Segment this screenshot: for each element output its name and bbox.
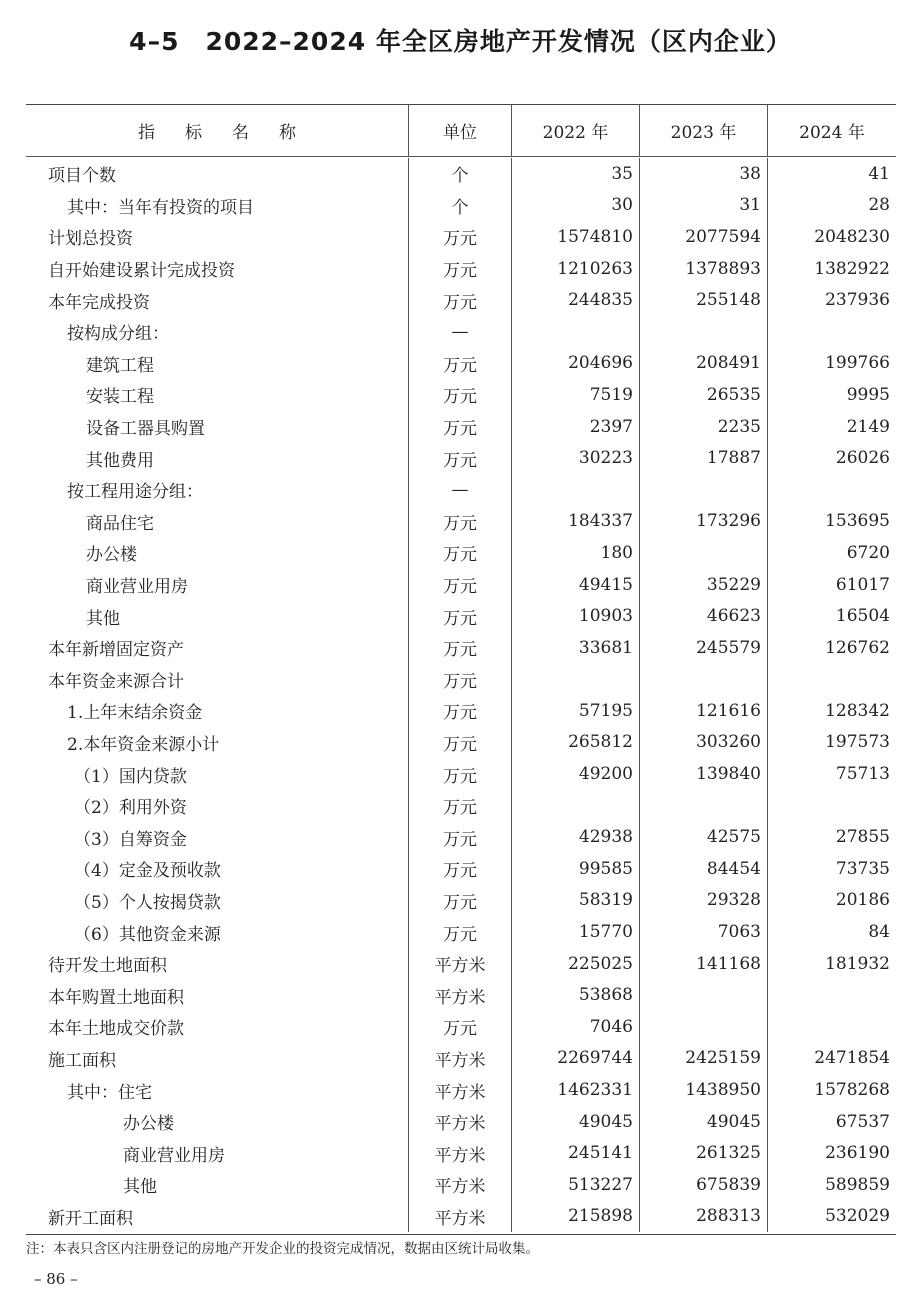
row-unit: 万元 [408, 664, 511, 696]
row-value-2024 [767, 790, 896, 822]
header-year-2023: 2023 年 [639, 105, 767, 156]
row-unit: 平方米 [408, 979, 511, 1011]
row-value-2022: 7046 [511, 1011, 639, 1043]
row-value-2022: 1462331 [511, 1074, 639, 1106]
row-value-2023: 46623 [639, 600, 767, 632]
row-value-2024: 2149 [767, 411, 896, 443]
row-unit: 万元 [408, 821, 511, 853]
table-row [26, 632, 896, 664]
row-value-2023: 26535 [639, 379, 767, 411]
row-indicator-name: 按构成分组： [67, 324, 169, 345]
row-indicator-name: 商业营业用房 [86, 577, 188, 598]
table-row [26, 442, 896, 474]
row-value-2024: 128342 [767, 695, 896, 727]
header-year-2024: 2024 年 [767, 105, 896, 156]
row-value-2022: 10903 [511, 600, 639, 632]
row-value-2023: 1438950 [639, 1074, 767, 1106]
row-indicator-name: （2）利用外资 [74, 798, 187, 819]
row-value-2022: 180 [511, 537, 639, 569]
row-indicator-name: 安装工程 [86, 387, 154, 408]
table-row [26, 221, 896, 253]
row-value-2022: 7519 [511, 379, 639, 411]
table-header [26, 105, 896, 157]
row-unit: 平方米 [408, 1074, 511, 1106]
row-value-2022: 58319 [511, 885, 639, 917]
row-value-2022: 244835 [511, 284, 639, 316]
row-value-2023 [639, 979, 767, 1011]
row-value-2024: 27855 [767, 821, 896, 853]
table-row [26, 253, 896, 285]
page-number: – 86 – [34, 1270, 78, 1288]
row-unit: 万元 [408, 442, 511, 474]
row-value-2022: 53868 [511, 979, 639, 1011]
row-value-2023 [639, 1011, 767, 1043]
row-value-2023: 42575 [639, 821, 767, 853]
row-value-2023: 35229 [639, 569, 767, 601]
row-unit: 平方米 [408, 1043, 511, 1075]
row-value-2024: 9995 [767, 379, 896, 411]
row-value-2023: 1378893 [639, 253, 767, 285]
row-value-2023: 139840 [639, 758, 767, 790]
row-unit: 万元 [408, 695, 511, 727]
row-indicator-name: （1）国内贷款 [74, 766, 187, 787]
row-indicator-name: 本年土地成交价款 [48, 1019, 184, 1040]
table-row [26, 853, 896, 885]
row-unit: 万元 [408, 727, 511, 759]
table-row [26, 1011, 896, 1043]
row-unit: 万元 [408, 411, 511, 443]
row-unit: 万元 [408, 600, 511, 632]
table-row [26, 506, 896, 538]
row-value-2023 [639, 664, 767, 696]
row-unit: 万元 [408, 284, 511, 316]
row-value-2024: 20186 [767, 885, 896, 917]
row-value-2023 [639, 790, 767, 822]
row-indicator-name: 本年新增固定资产 [48, 640, 184, 661]
table-row [26, 411, 896, 443]
page-title: 4–5 2022–2024 年全区房地产开发情况（区内企业） [129, 27, 792, 56]
row-value-2024: 1382922 [767, 253, 896, 285]
table-row [26, 790, 896, 822]
row-value-2022: 33681 [511, 632, 639, 664]
row-value-2023: 49045 [639, 1106, 767, 1138]
row-value-2022 [511, 474, 639, 506]
row-indicator-name: 项目个数 [48, 166, 116, 187]
row-unit: 万元 [408, 379, 511, 411]
row-unit: 万元 [408, 348, 511, 380]
table-row [26, 600, 896, 632]
row-indicator-name: 本年资金来源合计 [48, 671, 184, 692]
table-row [26, 190, 896, 222]
row-value-2022 [511, 790, 639, 822]
row-unit: 万元 [408, 885, 511, 917]
row-value-2022: 35 [511, 158, 639, 190]
table-row [26, 727, 896, 759]
row-value-2022: 1210263 [511, 253, 639, 285]
row-indicator-name: （3）自筹资金 [74, 829, 187, 850]
row-value-2023 [639, 316, 767, 348]
row-value-2023: 245579 [639, 632, 767, 664]
row-indicator-name: 1.上年末结余资金 [67, 703, 203, 724]
table-row [26, 1043, 896, 1075]
row-indicator-name: 待开发土地面积 [48, 956, 167, 977]
row-value-2022: 99585 [511, 853, 639, 885]
row-value-2024: 26026 [767, 442, 896, 474]
row-value-2022: 49200 [511, 758, 639, 790]
table-row [26, 348, 896, 380]
row-value-2022: 215898 [511, 1201, 639, 1233]
row-indicator-name: （4）定金及预收款 [74, 861, 221, 882]
table-row [26, 695, 896, 727]
row-unit: 平方米 [408, 1106, 511, 1138]
row-indicator-name: 商品住宅 [86, 513, 154, 534]
row-value-2022 [511, 316, 639, 348]
row-unit: 万元 [408, 506, 511, 538]
row-value-2024: 16504 [767, 600, 896, 632]
row-unit: 平方米 [408, 1169, 511, 1201]
table-body [26, 157, 896, 1234]
row-value-2024: 2048230 [767, 221, 896, 253]
row-indicator-name: 本年完成投资 [48, 292, 150, 313]
header-indicator-name: 指标名称 [138, 123, 326, 143]
row-value-2023: 208491 [639, 348, 767, 380]
row-indicator-name: 其中：当年有投资的项目 [67, 197, 254, 218]
header-year-2022: 2022 年 [511, 105, 639, 156]
row-value-2024: 73735 [767, 853, 896, 885]
table-row [26, 158, 896, 190]
row-indicator-name: 本年购置土地面积 [48, 987, 184, 1008]
table-row [26, 664, 896, 696]
row-value-2024: 237936 [767, 284, 896, 316]
row-value-2024: 67537 [767, 1106, 896, 1138]
row-value-2023 [639, 537, 767, 569]
footnote: 注：本表只含区内注册登记的房地产开发企业的投资完成情况，数据由区统计局收集。 [26, 1241, 539, 1257]
row-value-2024: 199766 [767, 348, 896, 380]
row-value-2022: 49045 [511, 1106, 639, 1138]
row-unit: 万元 [408, 758, 511, 790]
row-value-2023 [639, 474, 767, 506]
row-value-2023: 2235 [639, 411, 767, 443]
row-value-2023: 261325 [639, 1137, 767, 1169]
row-value-2023: 38 [639, 158, 767, 190]
row-value-2024: 6720 [767, 537, 896, 569]
table-row [26, 537, 896, 569]
row-value-2024 [767, 1011, 896, 1043]
row-value-2023: 84454 [639, 853, 767, 885]
table-row [26, 1137, 896, 1169]
table-row [26, 885, 896, 917]
row-value-2023: 141168 [639, 948, 767, 980]
row-unit: — [408, 474, 511, 506]
row-unit: 平方米 [408, 1201, 511, 1233]
row-value-2022: 42938 [511, 821, 639, 853]
row-value-2024: 41 [767, 158, 896, 190]
row-unit: 万元 [408, 1011, 511, 1043]
table-row [26, 1169, 896, 1201]
row-value-2023: 303260 [639, 727, 767, 759]
table-row [26, 948, 896, 980]
row-value-2024: 1578268 [767, 1074, 896, 1106]
row-unit: 平方米 [408, 1137, 511, 1169]
row-indicator-name: （6）其他资金来源 [74, 924, 221, 945]
table-row [26, 758, 896, 790]
row-unit: 万元 [408, 790, 511, 822]
table-row [26, 474, 896, 506]
row-value-2023: 255148 [639, 284, 767, 316]
row-indicator-name: 办公楼 [86, 545, 137, 566]
row-value-2024: 153695 [767, 506, 896, 538]
row-value-2022: 57195 [511, 695, 639, 727]
row-unit: 万元 [408, 916, 511, 948]
row-value-2023: 2077594 [639, 221, 767, 253]
row-unit: — [408, 316, 511, 348]
row-value-2024: 532029 [767, 1201, 896, 1233]
row-unit: 平方米 [408, 948, 511, 980]
table-row [26, 379, 896, 411]
row-value-2022 [511, 664, 639, 696]
row-value-2023: 17887 [639, 442, 767, 474]
row-indicator-name: （5）个人按揭贷款 [74, 892, 221, 913]
table-row [26, 979, 896, 1011]
table-row [26, 1201, 896, 1233]
row-value-2022: 204696 [511, 348, 639, 380]
row-unit: 万元 [408, 632, 511, 664]
row-value-2024: 61017 [767, 569, 896, 601]
row-value-2022: 2397 [511, 411, 639, 443]
row-value-2022: 225025 [511, 948, 639, 980]
row-unit: 万元 [408, 853, 511, 885]
table-row [26, 1074, 896, 1106]
table-row [26, 821, 896, 853]
row-value-2022: 30 [511, 190, 639, 222]
row-value-2022: 15770 [511, 916, 639, 948]
table-row [26, 569, 896, 601]
row-value-2022: 513227 [511, 1169, 639, 1201]
row-value-2024: 2471854 [767, 1043, 896, 1075]
row-value-2024: 84 [767, 916, 896, 948]
row-unit: 个 [408, 158, 511, 190]
row-indicator-name: 新开工面积 [48, 1208, 133, 1229]
row-unit: 万元 [408, 221, 511, 253]
table-row [26, 916, 896, 948]
row-indicator-name: 其他 [86, 608, 120, 629]
data-table [26, 104, 896, 1235]
row-value-2022: 49415 [511, 569, 639, 601]
row-value-2022: 265812 [511, 727, 639, 759]
row-indicator-name: 按工程用途分组： [67, 482, 203, 503]
row-value-2024: 126762 [767, 632, 896, 664]
row-unit: 万元 [408, 253, 511, 285]
row-unit: 万元 [408, 569, 511, 601]
row-indicator-name: 设备工器具购置 [86, 419, 205, 440]
row-value-2022: 2269744 [511, 1043, 639, 1075]
row-value-2023: 121616 [639, 695, 767, 727]
row-indicator-name: 计划总投资 [48, 229, 133, 250]
row-indicator-name: 自开始建设累计完成投资 [48, 261, 235, 282]
row-value-2023: 675839 [639, 1169, 767, 1201]
table-row [26, 1106, 896, 1138]
row-value-2024: 28 [767, 190, 896, 222]
row-unit: 个 [408, 190, 511, 222]
row-value-2024: 75713 [767, 758, 896, 790]
row-value-2023: 173296 [639, 506, 767, 538]
row-value-2022: 30223 [511, 442, 639, 474]
row-indicator-name: 建筑工程 [86, 355, 154, 376]
table-row [26, 284, 896, 316]
row-value-2024 [767, 316, 896, 348]
row-value-2024: 236190 [767, 1137, 896, 1169]
row-value-2024: 589859 [767, 1169, 896, 1201]
row-value-2023: 288313 [639, 1201, 767, 1233]
row-value-2023: 31 [639, 190, 767, 222]
row-indicator-name: 施工面积 [48, 1050, 116, 1071]
header-unit: 单位 [408, 105, 511, 156]
row-indicator-name: 其他费用 [86, 450, 154, 471]
row-value-2024: 197573 [767, 727, 896, 759]
row-value-2024 [767, 979, 896, 1011]
row-value-2024 [767, 664, 896, 696]
row-value-2023: 7063 [639, 916, 767, 948]
row-indicator-name: 商业营业用房 [123, 1145, 225, 1166]
row-value-2022: 1574810 [511, 221, 639, 253]
row-value-2024: 181932 [767, 948, 896, 980]
row-unit: 万元 [408, 537, 511, 569]
row-value-2022: 184337 [511, 506, 639, 538]
row-value-2023: 2425159 [639, 1043, 767, 1075]
row-indicator-name: 其中：住宅 [67, 1082, 152, 1103]
table-row [26, 316, 896, 348]
row-indicator-name: 其他 [123, 1177, 157, 1198]
row-value-2023: 29328 [639, 885, 767, 917]
row-indicator-name: 2.本年资金来源小计 [67, 734, 220, 755]
row-value-2022: 245141 [511, 1137, 639, 1169]
row-indicator-name: 办公楼 [123, 1114, 174, 1135]
row-value-2024 [767, 474, 896, 506]
